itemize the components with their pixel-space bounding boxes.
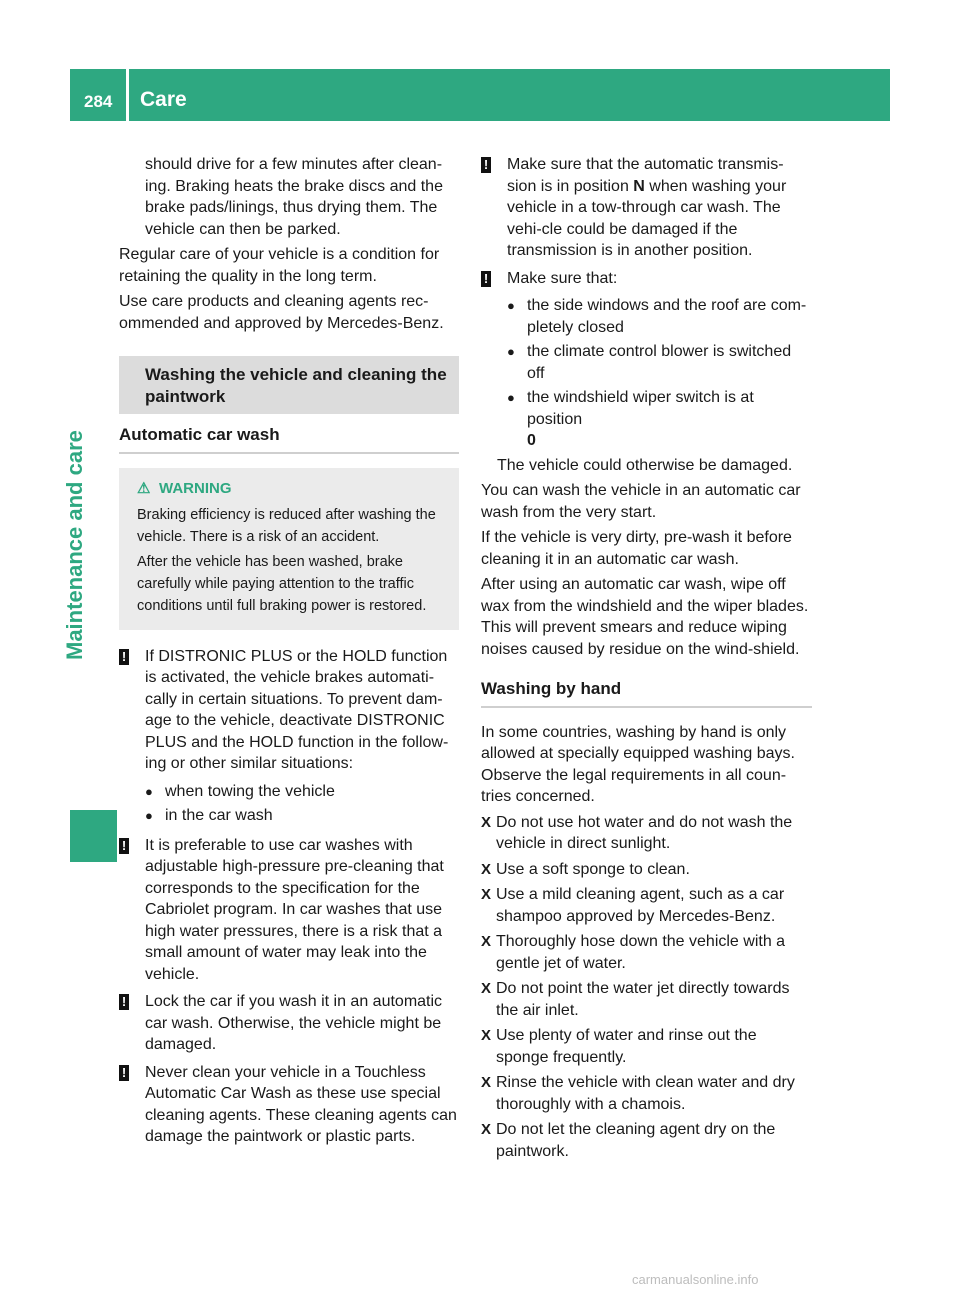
step-text: Use plenty of water and rinse out the sponge frequently. bbox=[496, 1027, 757, 1066]
list-item bbox=[507, 387, 812, 452]
step-arrow-icon: X bbox=[481, 860, 492, 878]
warning-triangle-icon: ⚠ bbox=[137, 479, 151, 497]
list-item-text: in the car wash bbox=[165, 807, 273, 824]
step-text: Use a mild cleaning agent, such as a car shampoo approved by Mercedes-Benz. bbox=[496, 886, 785, 925]
step-item bbox=[481, 931, 812, 974]
warning-title bbox=[137, 478, 449, 500]
step-item bbox=[481, 978, 812, 1021]
care-paragraph-1: Regular care of your vehicle is a condition for retaining the quality in the long term. bbox=[119, 246, 440, 285]
exclamation-icon: ! bbox=[119, 994, 129, 1010]
step-arrow-icon: X bbox=[481, 933, 492, 950]
page-number: 284 bbox=[84, 92, 113, 111]
note-distronic bbox=[119, 646, 459, 775]
bullet-icon: ● bbox=[507, 298, 515, 313]
step-item bbox=[481, 1025, 812, 1068]
bullet-icon: ● bbox=[145, 808, 153, 823]
list-item-text: when towing the vehicle bbox=[165, 782, 335, 800]
section-title: Care bbox=[140, 88, 187, 111]
note-lock-car bbox=[119, 991, 459, 1056]
header-bar bbox=[70, 69, 890, 121]
side-tab-marker bbox=[70, 810, 117, 862]
step-text: Thoroughly hose down the vehicle with a gentle jet of water. bbox=[496, 933, 786, 972]
step-arrow-icon: X bbox=[481, 1121, 492, 1138]
note-touchless bbox=[119, 1062, 459, 1148]
note-lock-car-text: Lock the car if you wash it in an automatic car wash. Otherwise, the vehicle might be damaged. bbox=[145, 993, 443, 1053]
step-text: Do not use hot water and do not wash the vehicle in direct sunlight. bbox=[496, 813, 793, 852]
left-column bbox=[119, 154, 459, 1154]
step-arrow-icon: X bbox=[481, 1027, 492, 1044]
note-touchless-text: Never clean your vehicle in a Touchless Automatic Car Wash as these use special cleaning agents. These cleaning agents can damage the paintwork or plastic parts. bbox=[145, 1063, 457, 1145]
section-heading: Washing the vehicle and cleaning the paintwork bbox=[119, 356, 459, 414]
warning-text-1: Braking efficiency is reduced after washing the vehicle. There is a risk of an accident. bbox=[137, 506, 436, 545]
subheading-automatic-car-wash: Automatic car wash bbox=[119, 414, 459, 454]
exclamation-icon: ! bbox=[119, 1065, 129, 1081]
note-distronic-text: If DISTRONIC PLUS or the HOLD function is activated, the vehicle brakes automati-cally in certain situations. To prevent dam-age to the vehicle, deactivate DISTRONIC PLUS and the HOLD function in the follow-ing or other similar situations: bbox=[145, 647, 449, 772]
exclamation-icon: ! bbox=[481, 271, 491, 287]
list-item bbox=[145, 805, 459, 827]
note-make-sure-after: The vehicle could otherwise be damaged. bbox=[497, 456, 793, 474]
list-item bbox=[145, 781, 459, 803]
header-divider bbox=[126, 69, 129, 121]
note-make-sure bbox=[481, 268, 812, 290]
step-arrow-icon: X bbox=[481, 1074, 492, 1091]
step-item bbox=[481, 812, 812, 855]
step-item bbox=[481, 884, 812, 927]
list-item-text: the windshield wiper switch is at position bbox=[527, 389, 754, 428]
note-high-pressure-text: It is preferable to use car washes with adjustable high-pressure pre-cleaning that corresponds to the specification for the Cabriolet program. In car washes that use high water pressures, there is a risk that a small amount of water may leak into the vehicle. bbox=[145, 836, 444, 983]
watermark: carmanualsonline.info bbox=[632, 1272, 759, 1287]
step-arrow-icon: X bbox=[481, 980, 492, 997]
exclamation-icon: ! bbox=[119, 649, 129, 665]
step-text: Use a soft sponge to clean. bbox=[496, 860, 690, 878]
warning-box bbox=[119, 468, 459, 630]
right-column bbox=[481, 154, 812, 1166]
wash-paragraph-1: You can wash the vehicle in an automatic car wash from the very start. bbox=[481, 482, 801, 521]
wiper-position-value: 0 bbox=[527, 432, 536, 449]
step-text: Rinse the vehicle with clean water and dry thoroughly with a chamois. bbox=[496, 1074, 795, 1113]
step-item bbox=[481, 859, 812, 881]
wash-paragraph-3: After using an automatic car wash, wipe off wax from the windshield and the wiper blades. This will prevent smears and reduce wiping noises caused by residue on the wind-shield. bbox=[481, 576, 809, 658]
bullet-icon: ● bbox=[507, 344, 515, 359]
warning-label: WARNING bbox=[159, 479, 232, 497]
warning-text-2: After the vehicle has been washed, brake carefully while paying attention to the traffic conditions until full braking power is restored. bbox=[137, 553, 427, 614]
step-arrow-icon: X bbox=[481, 886, 492, 903]
bullet-icon: ● bbox=[145, 783, 153, 799]
exclamation-icon: ! bbox=[481, 157, 491, 173]
bullet-icon: ● bbox=[507, 390, 515, 405]
step-text: Do not let the cleaning agent dry on the paintwork. bbox=[496, 1121, 776, 1160]
side-tab-label: Maintenance and care bbox=[62, 430, 87, 660]
list-item bbox=[507, 295, 812, 338]
note-transmission-text-b: when washing your vehicle in a tow-through car wash. The vehi-cle could be damaged if the transmission is in another position. bbox=[507, 177, 787, 259]
list-item bbox=[507, 341, 812, 384]
note-transmission bbox=[481, 154, 812, 262]
note-make-sure-text: Make sure that: bbox=[507, 269, 618, 287]
step-item bbox=[481, 1119, 812, 1162]
care-paragraph-2: Use care products and cleaning agents rec-ommended and approved by Mercedes-Benz. bbox=[119, 293, 444, 332]
note-transmission-position: N bbox=[633, 177, 645, 195]
note-high-pressure bbox=[119, 835, 459, 986]
step-item bbox=[481, 1072, 812, 1115]
note-transmission-text-a: Make sure that the automatic transmis-sion is in position bbox=[507, 156, 784, 195]
list-item-text: the side windows and the roof are com-pletely closed bbox=[527, 297, 807, 336]
step-arrow-icon: X bbox=[481, 813, 492, 831]
list-item-text: the climate control blower is switched off bbox=[527, 343, 792, 382]
hand-wash-intro: In some countries, washing by hand is only allowed at specially equipped washing bays. Observe the legal requirements in all coun-tries concerned. bbox=[481, 723, 795, 805]
wash-paragraph-2: If the vehicle is very dirty, pre-wash it before cleaning it in an automatic car wash. bbox=[481, 529, 792, 568]
intro-continuation: should drive for a few minutes after clean-ing. Braking heats the brake discs and the brake pads/linings, thus drying them. The vehicle can then be parked. bbox=[145, 156, 443, 238]
subheading-washing-by-hand: Washing by hand bbox=[481, 668, 812, 708]
exclamation-icon: ! bbox=[119, 838, 129, 854]
step-text: Do not point the water jet directly towards the air inlet. bbox=[496, 980, 790, 1019]
